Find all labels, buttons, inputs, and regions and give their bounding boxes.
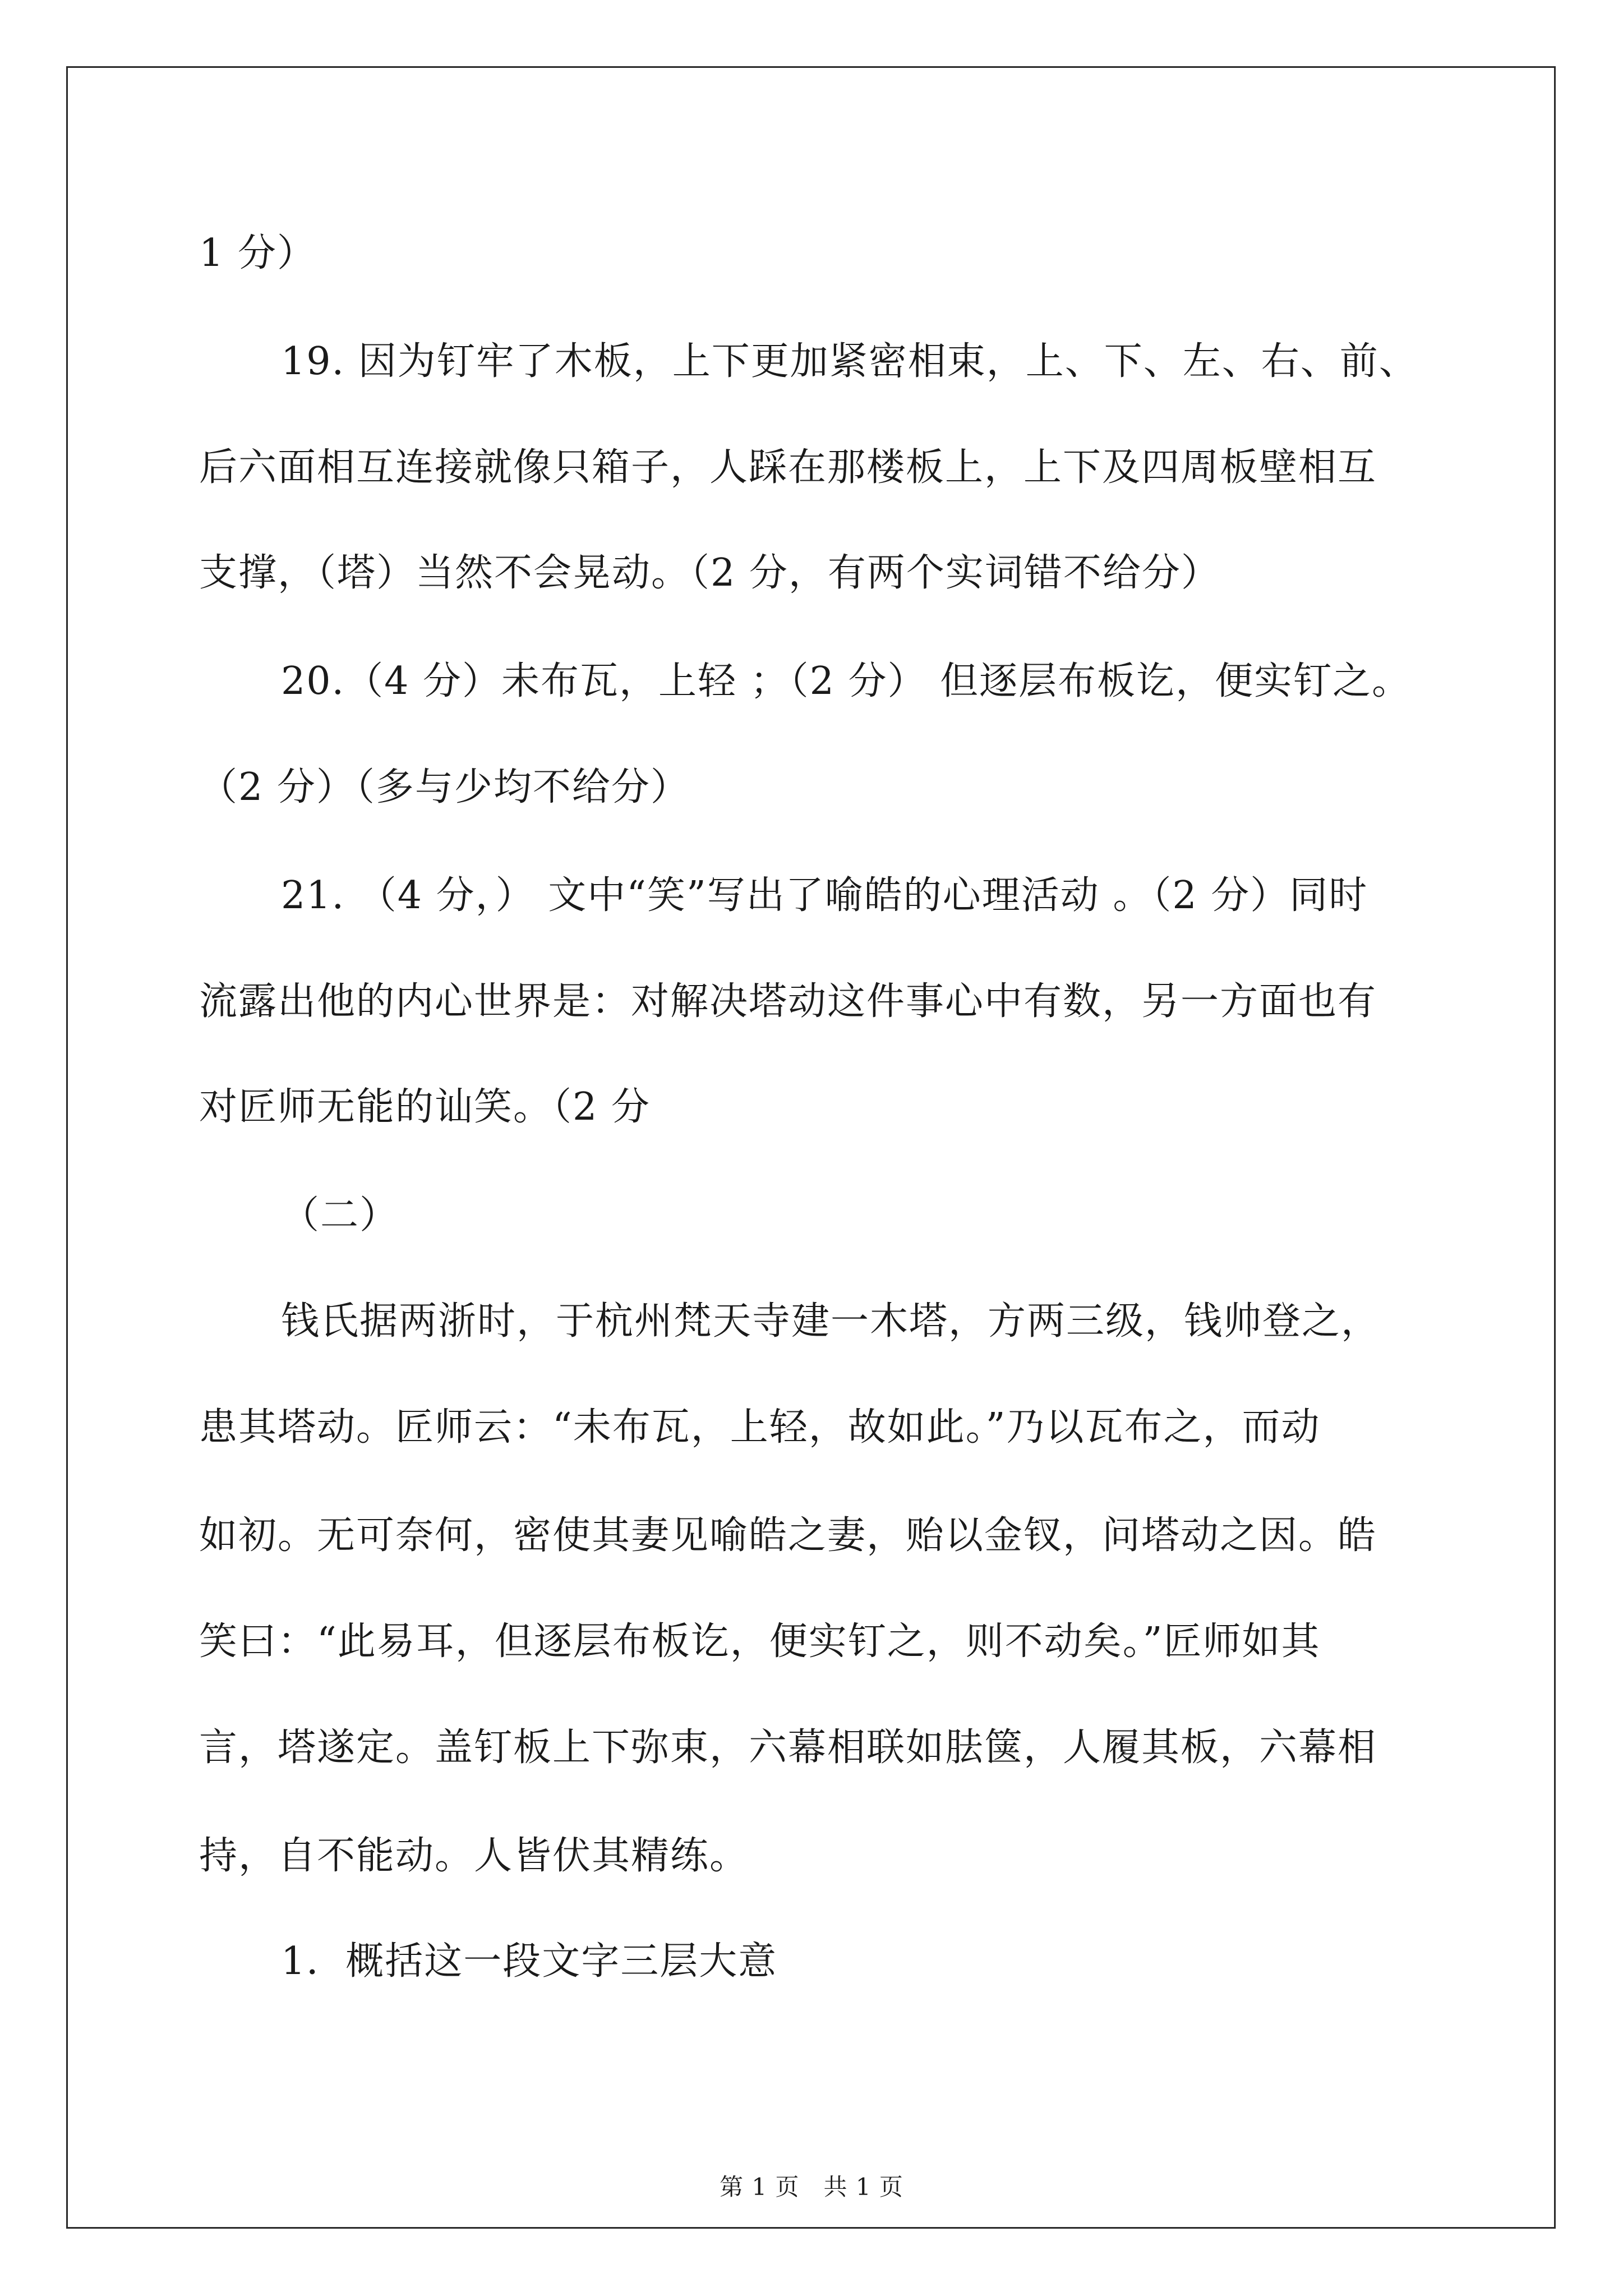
text-line: 钱氏据两浙时，于杭州梵天寺建一木塔，方两三级，钱帅登之，	[281, 1299, 1381, 1343]
text-line: 19. 因为钉牢了木板，上下更加紧密相束，上、下、左、右、前、	[281, 339, 1418, 384]
text-line: 笑曰：“此易耳，但逐层布板讫，便实钉之，则不动矣。”匠师如其	[199, 1619, 1321, 1664]
text-line: 患其塔动。匠师云：“未布瓦，上轻，故如此。”乃以瓦布之，而动	[199, 1405, 1321, 1450]
text-line: （2 分）（多与少均不给分）	[199, 765, 690, 809]
text-line: 言，塔遂定。盖钉板上下弥束，六幕相联如胠箧，人履其板，六幕相	[199, 1726, 1377, 1770]
text-line: 20.（4 分）未布瓦，上轻 ；（2 分） 但逐层布板讫，便实钉之。	[281, 659, 1412, 703]
page-footer: 第 1 页 共 1 页	[720, 2173, 903, 2201]
section-heading: （二）	[281, 1193, 399, 1237]
text-line: 如初。无可奈何，密使其妻见喻皓之妻，贻以金钗，问塔动之因。皓	[199, 1513, 1377, 1558]
text-line: 后六面相互连接就像只箱子，人踩在那楼板上，上下及四周板壁相互	[199, 445, 1377, 490]
page-border	[66, 66, 1556, 2229]
text-line: 1 分）	[199, 231, 316, 275]
question-line: 1．概括这一段文字三层大意	[281, 1939, 778, 1984]
text-line: 持，自不能动。人皆伏其精练。	[199, 1834, 749, 1878]
text-line: 流露出他的内心世界是：对解决塔动这件事心中有数，另一方面也有	[199, 979, 1377, 1024]
text-line: 对匠师无能的讪笑。（2 分	[199, 1085, 651, 1129]
text-line: 支撑，（塔）当然不会晃动。（2 分，有两个实词错不给分）	[199, 551, 1220, 595]
text-line: 21. （4 分，） 文中“笑”写出了喻皓的心理活动 。（2 分）同时	[281, 873, 1368, 918]
